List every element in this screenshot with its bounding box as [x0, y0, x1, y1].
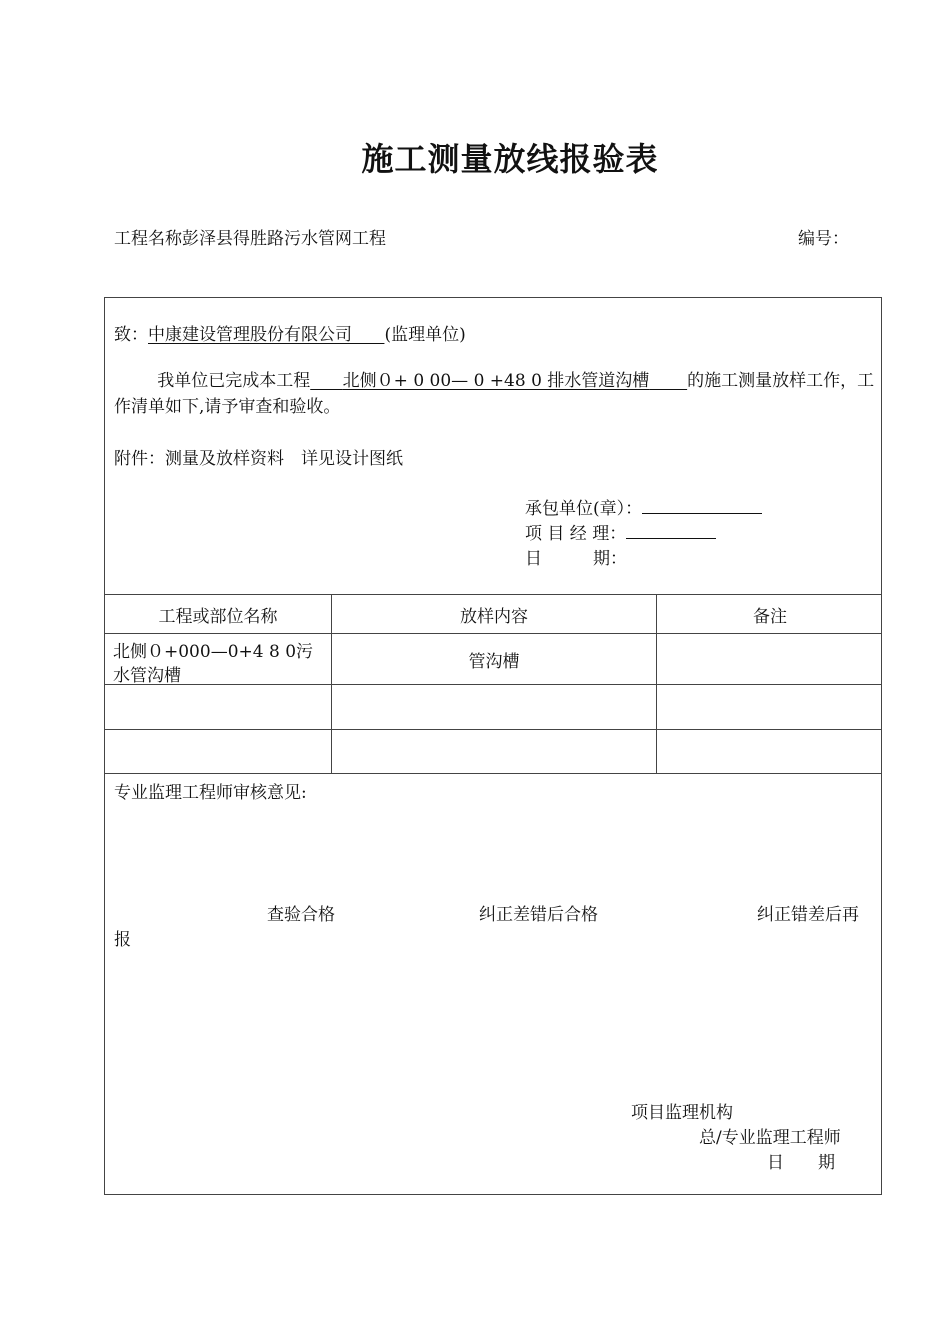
option-resubmit-wrap: 报: [114, 930, 131, 950]
header-remarks: 备注: [753, 606, 787, 627]
table-row: [105, 730, 881, 774]
form-title: 施工测量放线报验表: [361, 140, 659, 178]
project-name: 工程名称彭泽县得胜路污水管网工程: [114, 229, 386, 249]
pm-label: 项 目 经 理：: [525, 524, 627, 544]
review-section: [105, 774, 881, 1196]
row2-remarks[interactable]: [657, 685, 883, 729]
pm-blank[interactable]: [626, 524, 716, 539]
request-paragraph: [114, 368, 876, 420]
row1-content[interactable]: 管沟槽: [332, 634, 657, 684]
option-pass[interactable]: 查验合格: [267, 905, 335, 925]
table-row: [105, 685, 881, 730]
contractor-signature-line: [525, 494, 762, 519]
row3-location[interactable]: [105, 730, 332, 773]
contractor-label: 承包单位(章）：: [525, 499, 643, 519]
review-label: 专业监理工程师审核意见:: [114, 783, 307, 803]
row3-remarks[interactable]: [657, 730, 883, 773]
work-scope: 北侧０+ 0 00— 0 +48 0 排水管道沟槽: [342, 371, 650, 391]
attachment-line: 附件：测量及放样资料 详见设计图纸: [114, 449, 403, 469]
supervision-org-label: 项目监理机构: [631, 1103, 733, 1123]
scope-pad-left: [310, 371, 342, 391]
option-pass-after-correction[interactable]: 纠正差错后合格: [479, 905, 598, 925]
table-row: [105, 634, 881, 685]
review-date-label: 日 期: [767, 1153, 835, 1173]
row1-location: 北侧０+000—0+4 8 0污水管沟槽: [113, 642, 314, 686]
supervising-engineer-label: 总/专业监理工程师: [699, 1128, 841, 1148]
option-resubmit[interactable]: 纠正错差后再: [757, 905, 859, 925]
addressee-prefix: 致：: [114, 325, 148, 345]
row1-remarks[interactable]: [657, 634, 883, 684]
supervisor-underline-pad: [352, 325, 384, 345]
addressee-line: [114, 320, 466, 345]
row2-location[interactable]: [105, 685, 332, 729]
request-section: [105, 298, 881, 595]
date-line: 日 期：: [525, 549, 627, 569]
request-body-prefix: 我单位已完成本工程: [157, 371, 311, 391]
scope-pad-right: [649, 371, 687, 391]
header-content: 放样内容: [332, 595, 657, 633]
contractor-blank[interactable]: [642, 499, 762, 514]
form-number-label: 编号：: [798, 229, 849, 249]
inspection-form: [104, 297, 882, 1195]
supervisor-name: 中康建设管理股份有限公司: [148, 325, 352, 345]
table-header-row: [105, 595, 881, 634]
header-location: 工程或部位名称: [105, 595, 332, 633]
row2-content[interactable]: [332, 685, 657, 729]
pm-signature-line: [525, 519, 716, 544]
addressee-suffix: (监理单位): [384, 325, 466, 345]
row1-location-cell[interactable]: [105, 634, 332, 684]
row3-content[interactable]: [332, 730, 657, 773]
indent: [114, 371, 157, 391]
request-body-suffix: 的施工测量放样工作，工作清单如下,请予审查和验收。: [114, 371, 875, 417]
